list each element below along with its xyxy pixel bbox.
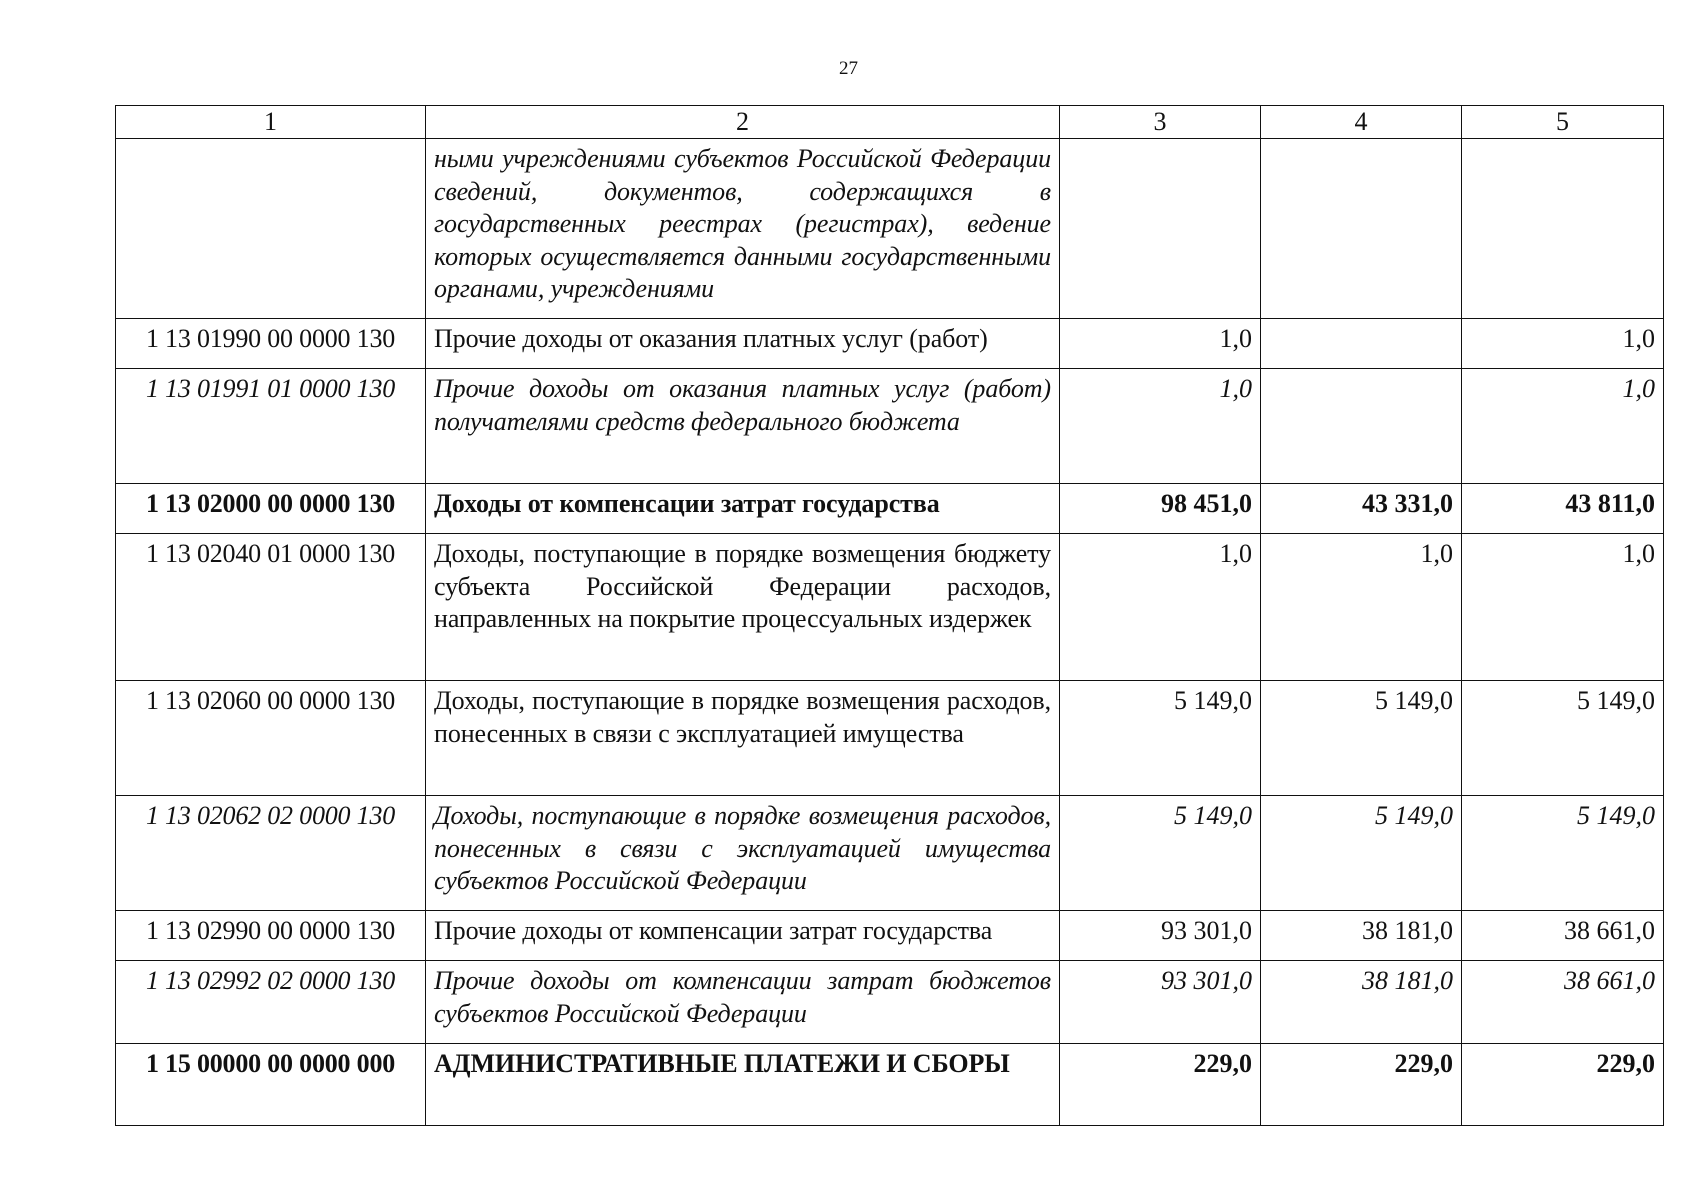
table-row <box>116 1044 1664 1126</box>
header-col-1: 1 <box>116 106 426 139</box>
header-col-3: 3 <box>1060 106 1261 139</box>
row-value-4: 38 181,0 <box>1261 911 1462 961</box>
row-value-3: 1,0 <box>1060 319 1261 369</box>
table-row <box>116 484 1664 534</box>
row-value-3: 93 301,0 <box>1060 961 1261 1044</box>
row-value-4: 229,0 <box>1261 1044 1462 1126</box>
row-name: ными учреждениями субъектов Российской Федерации сведений, документов, содержащихся в государственных реестрах (регистрах), ведение которых осуществляется данными государственными органами, учреждениями <box>426 139 1060 319</box>
row-value-4 <box>1261 139 1462 319</box>
row-name: Прочие доходы от оказания платных услуг (работ) <box>426 319 1060 369</box>
row-value-3: 5 149,0 <box>1060 796 1261 911</box>
row-value-5 <box>1462 139 1664 319</box>
row-value-4: 5 149,0 <box>1261 796 1462 911</box>
row-code: 1 13 02000 00 0000 130 <box>116 484 426 534</box>
header-col-2: 2 <box>426 106 1060 139</box>
row-value-5: 5 149,0 <box>1462 681 1664 796</box>
row-value-3: 1,0 <box>1060 534 1261 681</box>
row-name: Прочие доходы от оказания платных услуг (работ) получателями средств федерального бюджета <box>426 369 1060 484</box>
header-col-4: 4 <box>1261 106 1462 139</box>
row-code: 1 13 02990 00 0000 130 <box>116 911 426 961</box>
row-name: Доходы, поступающие в порядке возмещения расходов, понесенных в связи с эксплуатацией имущества субъектов Российской Федерации <box>426 796 1060 911</box>
table-row <box>116 796 1664 911</box>
row-code <box>116 139 426 319</box>
row-value-3: 5 149,0 <box>1060 681 1261 796</box>
table-row <box>116 369 1664 484</box>
row-code: 1 13 02060 00 0000 130 <box>116 681 426 796</box>
row-name: АДМИНИСТРАТИВНЫЕ ПЛАТЕЖИ И СБОРЫ <box>426 1044 1060 1126</box>
row-value-4: 43 331,0 <box>1261 484 1462 534</box>
row-value-5: 1,0 <box>1462 534 1664 681</box>
row-value-4 <box>1261 369 1462 484</box>
row-value-5: 38 661,0 <box>1462 961 1664 1044</box>
header-col-5: 5 <box>1462 106 1664 139</box>
row-value-3: 1,0 <box>1060 369 1261 484</box>
row-name: Доходы, поступающие в порядке возмещения расходов, понесенных в связи с эксплуатацией имущества <box>426 681 1060 796</box>
row-name: Доходы от компенсации затрат государства <box>426 484 1060 534</box>
table-row <box>116 681 1664 796</box>
row-name: Доходы, поступающие в порядке возмещения бюджету субъекта Российской Федерации расходов, направленных на покрытие процессуальных издержек <box>426 534 1060 681</box>
page-number: 27 <box>839 58 858 79</box>
table-row <box>116 961 1664 1044</box>
row-value-5: 1,0 <box>1462 319 1664 369</box>
row-code: 1 13 02062 02 0000 130 <box>116 796 426 911</box>
row-code: 1 15 00000 00 0000 000 <box>116 1044 426 1126</box>
row-value-4: 38 181,0 <box>1261 961 1462 1044</box>
table-row <box>116 139 1664 319</box>
row-value-3: 93 301,0 <box>1060 911 1261 961</box>
table-row <box>116 319 1664 369</box>
row-value-3: 98 451,0 <box>1060 484 1261 534</box>
row-value-5: 38 661,0 <box>1462 911 1664 961</box>
row-name: Прочие доходы от компенсации затрат государства <box>426 911 1060 961</box>
row-code: 1 13 01990 00 0000 130 <box>116 319 426 369</box>
budget-table <box>115 105 1664 1126</box>
row-value-4 <box>1261 319 1462 369</box>
row-value-5: 43 811,0 <box>1462 484 1664 534</box>
header-row <box>116 106 1664 139</box>
row-code: 1 13 02040 01 0000 130 <box>116 534 426 681</box>
row-value-3 <box>1060 139 1261 319</box>
row-value-5: 5 149,0 <box>1462 796 1664 911</box>
row-value-5: 229,0 <box>1462 1044 1664 1126</box>
row-value-3: 229,0 <box>1060 1044 1261 1126</box>
row-value-4: 1,0 <box>1261 534 1462 681</box>
row-name: Прочие доходы от компенсации затрат бюджетов субъектов Российской Федерации <box>426 961 1060 1044</box>
row-code: 1 13 01991 01 0000 130 <box>116 369 426 484</box>
row-value-5: 1,0 <box>1462 369 1664 484</box>
table-row <box>116 534 1664 681</box>
row-value-4: 5 149,0 <box>1261 681 1462 796</box>
row-code: 1 13 02992 02 0000 130 <box>116 961 426 1044</box>
table-row <box>116 911 1664 961</box>
